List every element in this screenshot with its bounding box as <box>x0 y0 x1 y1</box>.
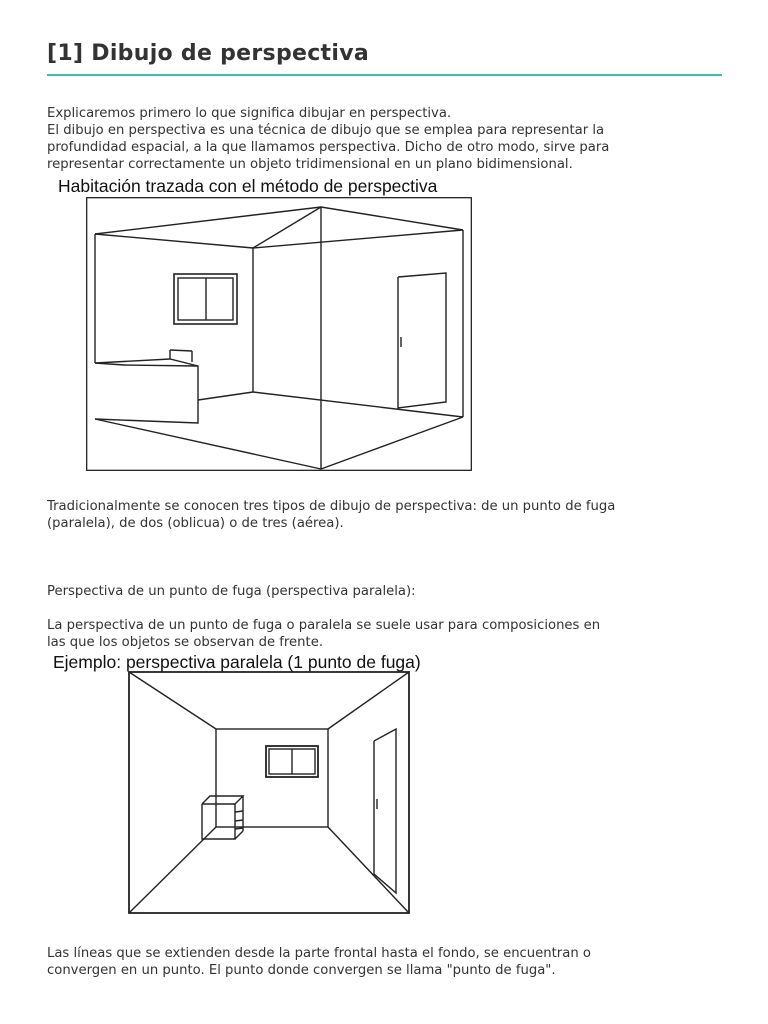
figure-2-caption: Ejemplo: perspectiva paralela (1 punto de fuga) <box>53 652 421 672</box>
title-underline <box>47 74 722 76</box>
figure-1-room-drawing <box>86 197 472 471</box>
paragraph-one-point-heading: Perspectiva de un punto de fuga (perspectiva paralela): <box>47 584 416 599</box>
paragraph-types-line-2: (paralela), de dos (oblicua) o de tres (aérea). <box>47 516 344 531</box>
paragraph-vanishing-line-1: Las líneas que se extienden desde la parte frontal hasta el fondo, se encuentran o <box>47 946 591 961</box>
paragraph-vanishing-line-2: convergen en un punto. El punto donde convergen se llama "punto de fuga". <box>47 963 556 978</box>
paragraph-intro-line-3: profundidad espacial, a la que llamamos perspectiva. Dicho de otro modo, sirve para <box>47 140 610 155</box>
paragraph-intro-line-1: Explicaremos primero lo que significa dibujar en perspectiva. <box>47 106 452 121</box>
paragraph-types-line-1: Tradicionalmente se conocen tres tipos de dibujo de perspectiva: de un punto de fuga <box>47 499 616 514</box>
figure-1-caption: Habitación trazada con el método de perspectiva <box>58 176 438 196</box>
page-title: [1] Dibujo de perspectiva <box>47 41 369 66</box>
paragraph-intro-line-2: El dibujo en perspectiva es una técnica de dibujo que se emplea para representar la <box>47 123 605 138</box>
paragraph-one-point-line-2: las que los objetos se observan de frente. <box>47 635 324 650</box>
paragraph-intro-line-4: representar correctamente un objeto tridimensional en un plano bidimensional. <box>47 157 573 172</box>
figure-2-room-drawing <box>128 671 410 915</box>
paragraph-one-point-line-1: La perspectiva de un punto de fuga o paralela se suele usar para composiciones en <box>47 618 601 633</box>
